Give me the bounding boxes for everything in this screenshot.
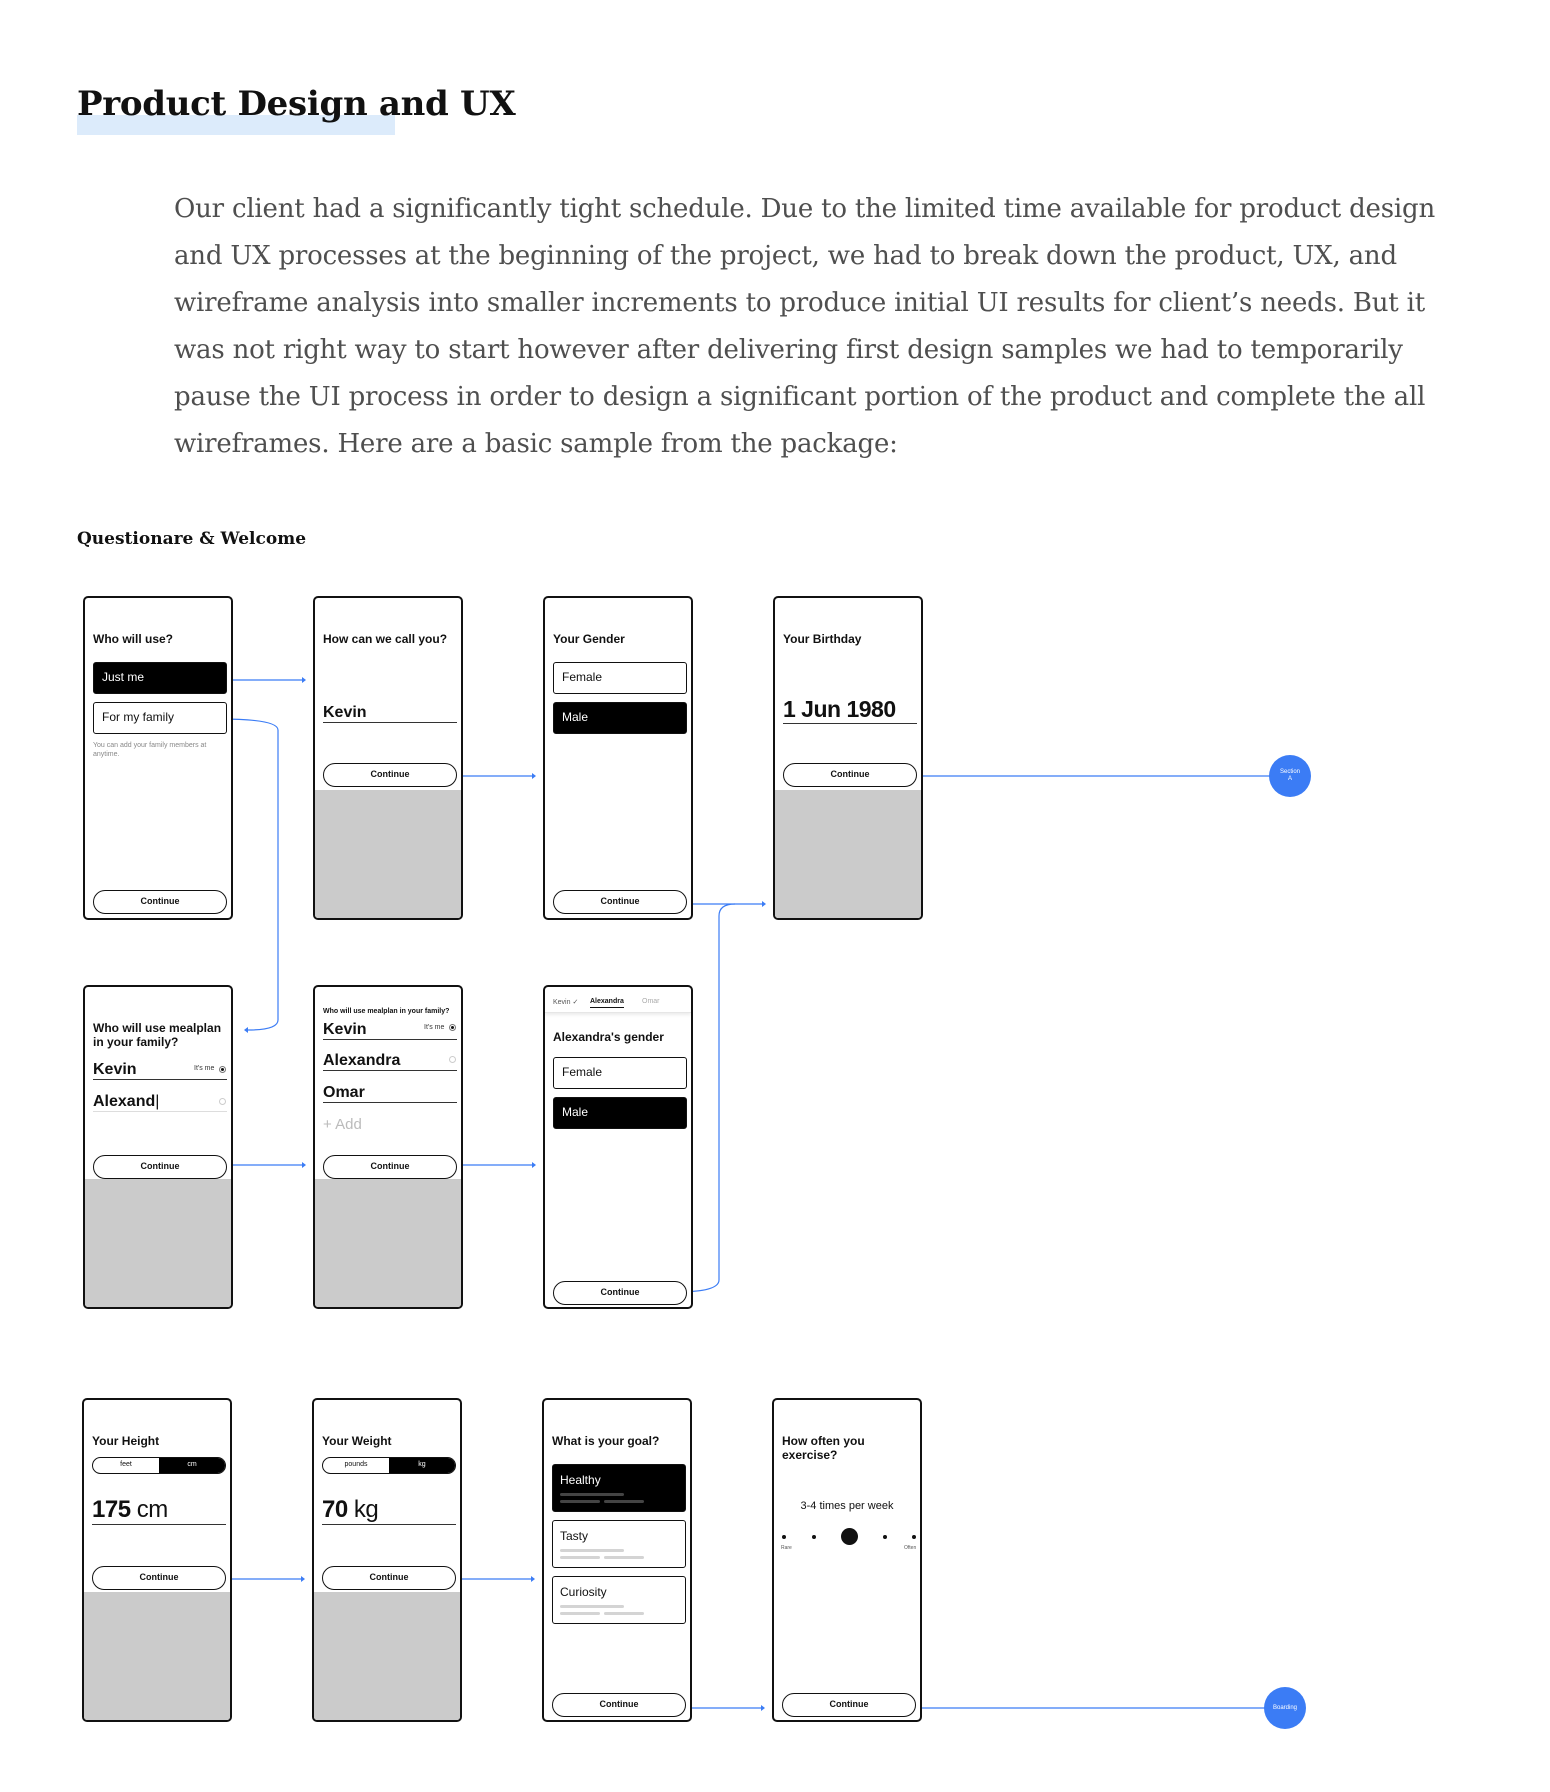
its-me-label: It's me: [424, 1024, 445, 1031]
height-unit: cm: [136, 1496, 168, 1523]
screen-title: Alexandra's gender: [553, 1030, 664, 1044]
goal-label: Curiosity: [560, 1585, 607, 1599]
family-hint: You can add your family members at anytime.: [93, 742, 207, 758]
screen-who-will-use: [83, 596, 233, 920]
weight-unit: kg: [353, 1496, 379, 1523]
continue-button[interactable]: Continue: [782, 1693, 916, 1717]
screen-title: How can we call you?: [323, 632, 448, 646]
section-a-letter: A: [1287, 776, 1292, 782]
keyboard-placeholder: [85, 1179, 231, 1307]
member-field-omar[interactable]: Omar: [323, 1084, 457, 1103]
goal-label: Tasty: [560, 1529, 589, 1543]
slider-dot[interactable]: [782, 1535, 786, 1539]
screen-exercise: [772, 1398, 922, 1722]
option-female[interactable]: Female: [553, 1057, 687, 1089]
continue-button[interactable]: Continue: [552, 1693, 686, 1717]
option-male[interactable]: Male: [553, 1097, 687, 1129]
picker-placeholder: [84, 1592, 230, 1720]
continue-button[interactable]: Continue: [553, 890, 687, 914]
height-number: 175: [92, 1496, 131, 1523]
slider-thumb[interactable]: [841, 1528, 858, 1545]
screen-title: What is your goal?: [552, 1434, 660, 1448]
unit-toggle[interactable]: [322, 1457, 456, 1474]
option-just-me[interactable]: Just me: [93, 662, 227, 694]
screen-title: Who will use mealplan in your family?: [93, 1021, 222, 1049]
screen-height: [82, 1398, 232, 1722]
slider-high-label: Often: [904, 1545, 917, 1551]
screen-weight: [312, 1398, 462, 1722]
member-radio-empty[interactable]: [219, 1098, 226, 1105]
continue-button[interactable]: Continue: [323, 1155, 457, 1179]
goal-label: Healthy: [560, 1473, 601, 1487]
goal-option-curiosity[interactable]: [552, 1576, 686, 1624]
unit-option-cm[interactable]: cm: [159, 1458, 225, 1473]
continue-button[interactable]: Continue: [93, 890, 227, 914]
slider-dot[interactable]: [912, 1535, 916, 1539]
unit-option-feet[interactable]: feet: [120, 1461, 132, 1468]
slider-dot[interactable]: [812, 1535, 816, 1539]
tab-omar[interactable]: Omar: [642, 998, 660, 1005]
weight-number: 70: [322, 1496, 348, 1523]
picker-placeholder: [314, 1592, 460, 1720]
continue-button[interactable]: Continue: [92, 1566, 226, 1590]
slider-low-label: Rare: [781, 1545, 792, 1551]
intro-paragraph: Our client had a significantly tight schedule. Due to the limited time available for product design and UX processes at the beginning of the project, we had to break down the product, UX, and wireframe analysis into smaller increments to produce initial UI results for client’s needs. But it was not right way to start however after delivering first design samples we had to temporarily pause the UI process in order to design a significant portion of the product and complete the all wireframes. Here are a basic sample from the package:: [174, 194, 1435, 459]
its-me-label: It's me: [194, 1065, 215, 1072]
continue-button[interactable]: Continue: [553, 1281, 687, 1305]
height-value[interactable]: [92, 1496, 226, 1525]
section-label: Questionare & Welcome: [77, 529, 307, 549]
picker-placeholder: [775, 790, 921, 918]
screen-birthday: [773, 596, 923, 920]
boarding-marker[interactable]: [1264, 1687, 1306, 1729]
goal-option-tasty[interactable]: [552, 1520, 686, 1568]
member-field-alexandra[interactable]: Alexandra: [323, 1052, 457, 1071]
member-new-text: Alexand: [93, 1093, 156, 1110]
screen-member-gender: [543, 985, 693, 1309]
slider-dot[interactable]: [883, 1535, 887, 1539]
screen-title: How often you exercise?: [782, 1434, 865, 1462]
screen-name: [313, 596, 463, 920]
weight-value[interactable]: [322, 1496, 456, 1525]
option-for-my-family[interactable]: For my family: [93, 702, 227, 734]
boarding-label: Boarding: [1272, 1704, 1298, 1711]
keyboard-placeholder: [315, 1179, 461, 1307]
unit-option-pounds[interactable]: pounds: [344, 1461, 368, 1468]
screen-title: Your Gender: [553, 632, 625, 646]
name-field[interactable]: Kevin: [323, 704, 457, 723]
tab-kevin[interactable]: Kevin ✓: [553, 999, 579, 1006]
its-me-radio[interactable]: [449, 1024, 456, 1031]
screen-family-members: [83, 985, 233, 1309]
screen-title: Your Birthday: [783, 632, 862, 646]
screen-title: Your Weight: [322, 1434, 392, 1448]
screen-title: Who will use?: [93, 632, 173, 646]
screen-gender: [543, 596, 693, 920]
goal-option-healthy[interactable]: [552, 1464, 686, 1512]
member-field-new[interactable]: Alexand|: [93, 1093, 227, 1112]
exercise-value: 3-4 times per week: [800, 1500, 894, 1512]
keyboard-placeholder: [315, 790, 461, 918]
option-male[interactable]: Male: [553, 702, 687, 734]
section-a-label: Section: [1279, 769, 1300, 775]
member-field-kevin[interactable]: Kevin: [323, 1021, 457, 1040]
unit-option-kg[interactable]: kg: [389, 1458, 455, 1473]
member-field-kevin[interactable]: Kevin: [93, 1061, 227, 1080]
continue-button[interactable]: Continue: [783, 763, 917, 787]
continue-button[interactable]: Continue: [322, 1566, 456, 1590]
page-title: Product Design and UX: [77, 84, 516, 124]
screen-title: Your Height: [92, 1434, 160, 1448]
screen-title: Who will use mealplan in your family?: [323, 1008, 450, 1015]
add-member[interactable]: + Add: [323, 1116, 362, 1133]
its-me-radio[interactable]: [219, 1066, 226, 1073]
section-a-marker[interactable]: [1269, 755, 1311, 797]
continue-button[interactable]: Continue: [323, 763, 457, 787]
birthday-value[interactable]: 1 Jun 1980: [783, 696, 917, 724]
screen-family-list: [313, 985, 463, 1309]
unit-toggle[interactable]: [92, 1457, 226, 1474]
tab-alexandra[interactable]: Alexandra: [590, 998, 624, 1008]
screen-goal: [542, 1398, 692, 1722]
option-female[interactable]: Female: [553, 662, 687, 694]
member-radio-alexandra[interactable]: [449, 1056, 456, 1063]
continue-button[interactable]: Continue: [93, 1155, 227, 1179]
